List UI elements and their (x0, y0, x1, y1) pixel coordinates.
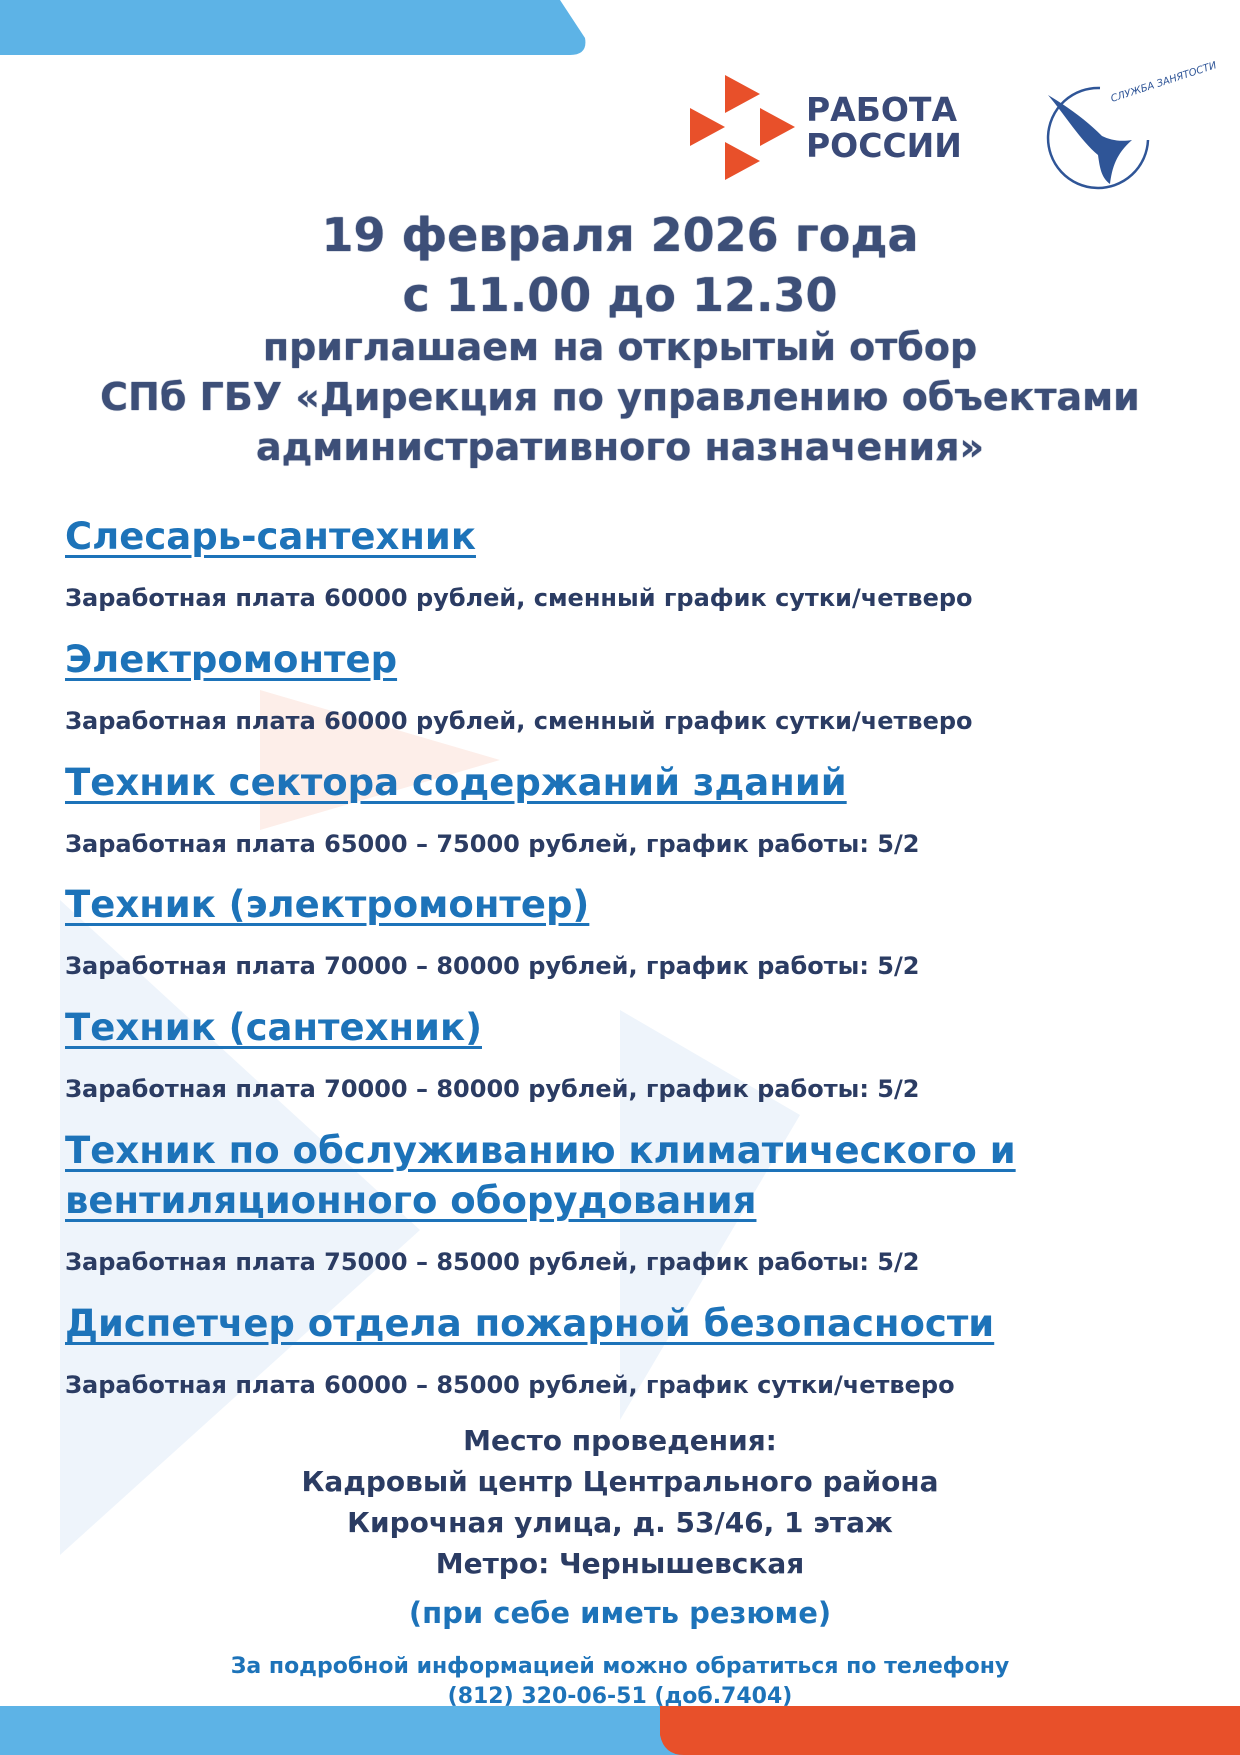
event-date: 19 февраля 2026 года (321, 208, 919, 262)
venue-block (0, 1420, 1240, 1584)
job-salary: Заработная плата 65000 – 75000 рублей, график работы: 5/2 (65, 830, 920, 858)
resume-note: (при себе иметь резюме) (408, 1596, 832, 1630)
logo-arrow-top (725, 75, 760, 113)
job-salary: Заработная плата 60000 рублей, сменный график сутки/четверо (65, 584, 973, 612)
job-item (65, 635, 1185, 735)
job-title-link[interactable]: вентиляционного оборудования (65, 1179, 757, 1222)
job-item (65, 880, 1185, 980)
phone-number[interactable]: (812) 320-06-51 (доб.7404) (447, 1684, 793, 1709)
job-salary: Заработная плата 60000 – 85000 рублей, график сутки/четверо (65, 1371, 955, 1399)
invite-text: приглашаем на открытый отбор (262, 325, 978, 369)
organization-line1: СПб ГБУ «Дирекция по управлению объектами (100, 375, 1140, 419)
bottom-blue-band (0, 1706, 705, 1755)
job-salary: Заработная плата 70000 – 80000 рублей, график работы: 5/2 (65, 952, 920, 980)
contact-line: За подробной информацией можно обратиться по телефону (230, 1654, 1010, 1679)
event-time: с 11.00 до 12.30 (402, 268, 838, 322)
logo-line2: РОССИИ (806, 126, 962, 165)
venue-label: Место проведения: (463, 1424, 777, 1457)
employment-service-emblem (1040, 60, 1219, 190)
rabota-rossii-wordmark (806, 92, 962, 164)
venue-metro: Метро: Чернышевская (435, 1547, 805, 1580)
job-item (65, 512, 1185, 612)
bottom-orange-band (660, 1706, 1240, 1755)
job-title-link[interactable]: Диспетчер отдела пожарной безопасности (65, 1302, 995, 1345)
logo-arrow-left (690, 108, 725, 146)
contact-info (0, 1652, 1240, 1712)
job-item (65, 1003, 1185, 1103)
job-title-link[interactable]: Слесарь-сантехник (65, 515, 476, 558)
job-title-link[interactable]: Техник (сантехник) (65, 1006, 482, 1049)
job-item (65, 1126, 1185, 1276)
job-title-link[interactable]: Техник сектора содержаний зданий (65, 761, 847, 804)
emblem-text: СЛУЖБА ЗАНЯТОСТИ (1109, 60, 1219, 105)
job-item (65, 1299, 1185, 1399)
job-title-link[interactable]: Техник по обслуживанию климатического и (65, 1129, 1016, 1172)
venue-center: Кадровый центр Центрального района (301, 1465, 939, 1498)
job-salary: Заработная плата 75000 – 85000 рублей, график работы: 5/2 (65, 1248, 920, 1276)
job-item (65, 758, 1185, 858)
job-salary: Заработная плата 70000 – 80000 рублей, график работы: 5/2 (65, 1075, 920, 1103)
job-title-link[interactable]: Электромонтер (65, 638, 398, 681)
job-salary: Заработная плата 60000 рублей, сменный график сутки/четверо (65, 707, 973, 735)
organization-line2: административного назначения» (255, 425, 985, 469)
logo-line1: РАБОТА (806, 90, 957, 129)
venue-address: Кирочная улица, д. 53/46, 1 этаж (347, 1506, 893, 1539)
logo-arrow-right (760, 108, 795, 146)
logo-arrow-bottom (725, 142, 760, 180)
job-title-link[interactable]: Техник (электромонтер) (65, 883, 590, 926)
